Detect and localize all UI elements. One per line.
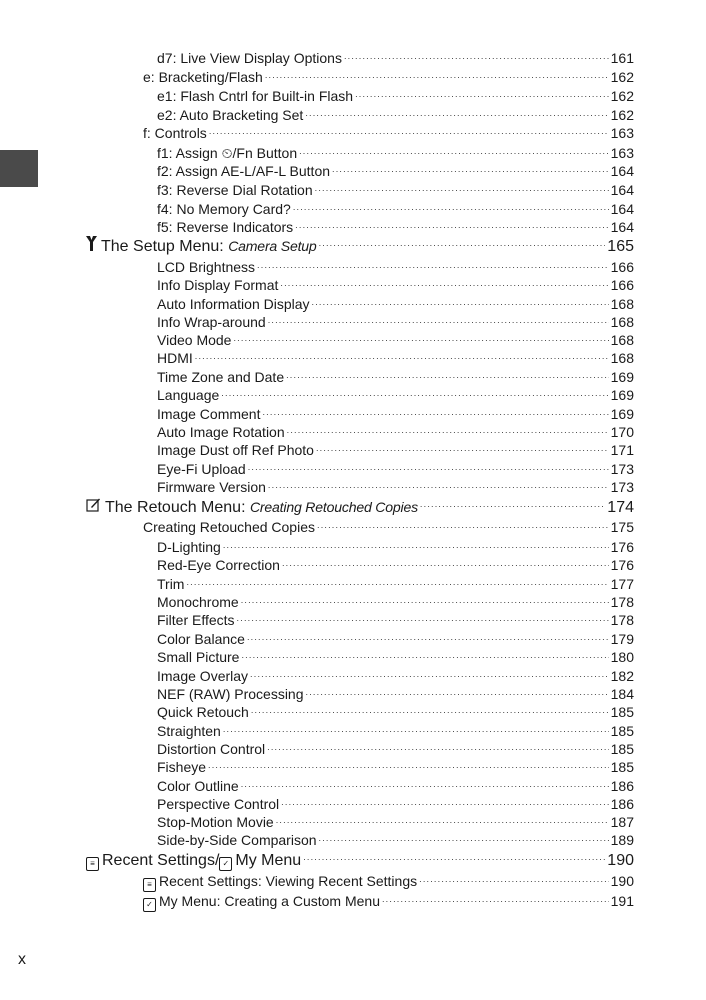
toc-entry-text: Red-Eye Correction bbox=[157, 557, 280, 573]
toc-entry-text: Trim bbox=[157, 576, 185, 592]
toc-entry[interactable] bbox=[157, 813, 634, 830]
toc-entry-text: Side-by-Side Comparison bbox=[157, 832, 317, 848]
toc-entry-text: Language bbox=[157, 387, 220, 403]
toc-entry-label bbox=[157, 182, 313, 198]
dot-leader bbox=[312, 295, 609, 309]
toc-entry-text: d7: Live View Display Options bbox=[157, 50, 342, 66]
toc-entry-text: f2: Assign AE-L/AF-L Button bbox=[157, 163, 331, 179]
toc-page-number: 164 bbox=[610, 163, 634, 179]
toc-entry[interactable] bbox=[157, 200, 634, 217]
toc-entry-label bbox=[157, 163, 330, 179]
toc-entry[interactable] bbox=[157, 405, 634, 422]
toc-entry-label bbox=[157, 219, 293, 235]
toc-entry-label bbox=[157, 576, 184, 592]
toc-entry[interactable] bbox=[157, 423, 634, 440]
toc-entry-label bbox=[86, 852, 301, 871]
toc-entry[interactable] bbox=[157, 575, 634, 592]
dot-leader bbox=[286, 368, 609, 382]
toc-entry[interactable] bbox=[157, 368, 634, 385]
toc-entry[interactable] bbox=[157, 758, 634, 775]
dot-leader bbox=[209, 124, 609, 138]
toc-entry-label bbox=[143, 519, 315, 535]
toc-entry-label bbox=[157, 686, 304, 702]
dot-leader bbox=[208, 758, 609, 772]
toc-entry-text: Monochrome bbox=[157, 594, 239, 610]
toc-entry[interactable] bbox=[157, 258, 634, 275]
dot-leader bbox=[299, 144, 609, 158]
toc-entry[interactable] bbox=[157, 777, 634, 794]
toc-page-number: 179 bbox=[610, 631, 634, 647]
dot-leader bbox=[268, 313, 609, 327]
toc-entry[interactable] bbox=[157, 218, 634, 235]
toc-page-number: 169 bbox=[610, 369, 634, 385]
dot-leader bbox=[319, 235, 606, 251]
dot-leader bbox=[295, 218, 608, 232]
toc-entry-label bbox=[157, 778, 239, 794]
toc-entry-text: NEF (RAW) Processing bbox=[157, 686, 304, 702]
dot-leader bbox=[241, 593, 609, 607]
toc-entry[interactable] bbox=[157, 295, 634, 312]
toc-chapter-entry[interactable] bbox=[86, 496, 634, 517]
toc-entry[interactable] bbox=[143, 124, 634, 141]
toc-page-number: 169 bbox=[610, 406, 634, 422]
toc-entry-text: f: Controls bbox=[143, 125, 207, 141]
toc-entry-label bbox=[157, 796, 279, 812]
dot-leader bbox=[281, 795, 608, 809]
toc-entry-label bbox=[157, 277, 278, 293]
section-tab bbox=[0, 150, 38, 187]
toc-page-number: 185 bbox=[610, 723, 634, 739]
dot-leader bbox=[265, 68, 609, 82]
toc-entry-text: LCD Brightness bbox=[157, 259, 256, 275]
toc-entry-label bbox=[157, 649, 239, 665]
toc-page-number: 189 bbox=[610, 832, 634, 848]
dot-leader bbox=[282, 556, 609, 570]
toc-page-number: 182 bbox=[610, 668, 634, 684]
toc-entry-text: My Menu: Creating a Custom Menu bbox=[159, 893, 380, 909]
toc-entry-text: Quick Retouch bbox=[157, 704, 249, 720]
toc-entry[interactable] bbox=[143, 892, 634, 912]
dot-leader bbox=[317, 518, 609, 532]
toc-entry-text: Filter Effects bbox=[157, 612, 235, 628]
toc-page-number: 170 bbox=[610, 424, 634, 440]
toc-entry-text: D-Lighting bbox=[157, 539, 221, 555]
toc-entry[interactable] bbox=[157, 478, 634, 495]
dot-leader bbox=[293, 200, 609, 214]
toc-page-number: 173 bbox=[610, 461, 634, 477]
toc-entry-text: My Menu bbox=[235, 852, 302, 869]
toc-page-number: 168 bbox=[610, 350, 634, 366]
dot-leader bbox=[223, 722, 609, 736]
toc-entry[interactable] bbox=[157, 630, 634, 647]
toc-page-number: 186 bbox=[610, 778, 634, 794]
toc-page-number: 180 bbox=[610, 649, 634, 665]
toc-page-number: 168 bbox=[610, 314, 634, 330]
toc-page-number: 173 bbox=[610, 479, 634, 495]
dot-leader bbox=[344, 49, 609, 63]
retouch-brush-icon bbox=[86, 497, 101, 515]
toc-entry-label bbox=[157, 759, 206, 775]
toc-entry-text: Color Balance bbox=[157, 631, 245, 647]
toc-page-number: 190 bbox=[607, 852, 634, 869]
toc-page-number: 175 bbox=[610, 519, 634, 535]
toc-entry-label bbox=[157, 814, 274, 830]
toc-entry-text: Recent Settings: Viewing Recent Settings bbox=[159, 873, 418, 889]
toc-page-number: 177 bbox=[610, 576, 634, 592]
toc-entry-label bbox=[157, 723, 221, 739]
toc-entry-label bbox=[157, 668, 248, 684]
toc-entry-text: Auto Image Rotation bbox=[157, 424, 285, 440]
page-number: x bbox=[18, 951, 26, 968]
toc-entry-label bbox=[157, 387, 219, 403]
toc-entry-text: e2: Auto Bracketing Set bbox=[157, 107, 304, 123]
toc-entry-label bbox=[157, 479, 266, 495]
toc-entry[interactable] bbox=[157, 685, 634, 702]
toc-entry-label bbox=[86, 497, 418, 517]
dot-leader bbox=[268, 478, 609, 492]
toc-entry[interactable] bbox=[157, 740, 634, 757]
toc-entry-label bbox=[143, 873, 417, 892]
toc-entry-label bbox=[86, 236, 317, 256]
toc-entry-label bbox=[157, 539, 221, 555]
dot-leader bbox=[355, 87, 609, 101]
toc-entry-text: f1: Assign ⏲/Fn Button bbox=[157, 145, 298, 161]
dot-leader bbox=[316, 441, 609, 455]
toc-entry-text: Image Overlay bbox=[157, 668, 249, 684]
toc-entry[interactable] bbox=[157, 648, 634, 665]
toc-entry-text: Color Outline bbox=[157, 778, 239, 794]
toc-entry-label bbox=[157, 201, 291, 217]
toc-entry-label bbox=[157, 704, 249, 720]
toc-entry-text: Creating Retouched Copies bbox=[143, 519, 315, 535]
toc-entry[interactable] bbox=[157, 144, 634, 162]
toc-entry[interactable] bbox=[157, 795, 634, 812]
toc-page-number: 164 bbox=[610, 182, 634, 198]
recent-settings-icon: ≡ bbox=[143, 878, 156, 892]
toc-page-number: 164 bbox=[610, 219, 634, 235]
dot-leader bbox=[250, 667, 609, 681]
toc-page-number: 187 bbox=[610, 814, 634, 830]
toc-entry-text: Eye-Fi Upload bbox=[157, 461, 246, 477]
toc-entry-text: Info Wrap-around bbox=[157, 314, 266, 330]
toc-entry-label bbox=[143, 125, 207, 141]
toc-page-number: 163 bbox=[610, 125, 634, 141]
toc-entry[interactable] bbox=[157, 831, 634, 848]
toc-entry-label bbox=[157, 741, 265, 757]
toc-entry-text: Firmware Version bbox=[157, 479, 266, 495]
toc-entry[interactable] bbox=[157, 162, 634, 179]
toc-entry-text: Perspective Control bbox=[157, 796, 280, 812]
my-menu-icon: ✓ bbox=[219, 857, 232, 871]
toc-entry[interactable] bbox=[143, 518, 634, 535]
toc-page-number: 185 bbox=[610, 759, 634, 775]
toc-entry-label bbox=[157, 612, 235, 628]
dot-leader bbox=[251, 703, 609, 717]
toc-entry-label bbox=[157, 314, 266, 330]
dot-leader bbox=[267, 740, 608, 754]
setup-wrench-icon bbox=[86, 236, 97, 254]
toc-entry-text: Recent Settings/ bbox=[102, 852, 220, 869]
toc-page-number: 162 bbox=[610, 69, 634, 85]
dot-leader bbox=[306, 685, 609, 699]
toc-entry-text: Image Dust off Ref Photo bbox=[157, 442, 314, 458]
dot-leader bbox=[382, 892, 609, 906]
toc-page-number: 165 bbox=[607, 238, 634, 255]
toc-entry-label bbox=[157, 332, 231, 348]
dot-leader bbox=[276, 813, 609, 827]
toc-page-number: 168 bbox=[610, 332, 634, 348]
dot-leader bbox=[420, 496, 605, 512]
toc-entry[interactable] bbox=[157, 106, 634, 123]
toc-entry-text: Image Comment bbox=[157, 406, 261, 422]
toc-page-number: 178 bbox=[610, 612, 634, 628]
dot-leader bbox=[315, 181, 609, 195]
toc-entry-text: Fisheye bbox=[157, 759, 207, 775]
toc-entry-label bbox=[157, 631, 245, 647]
toc-entry-label bbox=[157, 442, 314, 458]
dot-leader bbox=[332, 162, 609, 176]
toc-entry-text: Straighten bbox=[157, 723, 221, 739]
toc-entry-text: f4: No Memory Card? bbox=[157, 201, 291, 217]
dot-leader bbox=[241, 777, 609, 791]
toc-entry-label bbox=[157, 50, 342, 66]
recent-settings-icon: ≡ bbox=[86, 857, 99, 871]
toc-page-number: 169 bbox=[610, 387, 634, 403]
toc-entry[interactable] bbox=[157, 349, 634, 366]
toc-page-number: 162 bbox=[610, 107, 634, 123]
toc-entry[interactable] bbox=[157, 611, 634, 628]
dot-leader bbox=[223, 538, 609, 552]
toc-page-number: 176 bbox=[610, 557, 634, 573]
toc-entry-label bbox=[157, 259, 255, 275]
toc-entry-text: Small Picture bbox=[157, 649, 240, 665]
toc-entry-subtitle: Camera Setup bbox=[228, 238, 317, 254]
dot-leader bbox=[248, 460, 609, 474]
toc-entry-label bbox=[157, 594, 239, 610]
toc-entry-text: HDMI bbox=[157, 350, 193, 366]
toc-entry-text: The Setup Menu: bbox=[101, 238, 229, 255]
dot-leader bbox=[262, 405, 608, 419]
toc-entry-text: Info Display Format bbox=[157, 277, 279, 293]
toc-entry-text: e1: Flash Cntrl for Built-in Flash bbox=[157, 88, 354, 104]
toc-page-number: 186 bbox=[610, 796, 634, 812]
toc-entry-label bbox=[143, 893, 380, 912]
my-menu-icon: ✓ bbox=[143, 898, 156, 912]
toc-entry[interactable] bbox=[157, 441, 634, 458]
toc-entry-text: Video Mode bbox=[157, 332, 232, 348]
toc-entry-label bbox=[157, 424, 285, 440]
toc-entry[interactable] bbox=[143, 872, 634, 892]
dot-leader bbox=[241, 648, 608, 662]
toc-page-number: 174 bbox=[607, 499, 634, 516]
toc-page-number: 164 bbox=[610, 201, 634, 217]
dot-leader bbox=[233, 331, 608, 345]
toc-entry[interactable] bbox=[157, 556, 634, 573]
dot-leader bbox=[247, 630, 609, 644]
toc-page-number: 162 bbox=[610, 88, 634, 104]
toc-entry[interactable] bbox=[157, 386, 634, 403]
toc-entry[interactable] bbox=[157, 722, 634, 739]
toc-entry-label bbox=[157, 406, 260, 422]
toc-entry-label bbox=[143, 69, 263, 85]
toc-entry[interactable] bbox=[157, 331, 634, 348]
toc-page-number: 176 bbox=[610, 539, 634, 555]
toc-entry-label bbox=[157, 461, 246, 477]
dot-leader bbox=[237, 611, 609, 625]
toc-entry-text: Stop-Motion Movie bbox=[157, 814, 274, 830]
dot-leader bbox=[303, 849, 605, 865]
dot-leader bbox=[195, 349, 609, 363]
toc-entry-subtitle: Creating Retouched Copies bbox=[249, 499, 418, 515]
toc-entry-label bbox=[157, 350, 193, 366]
toc-entry-label bbox=[157, 557, 280, 573]
toc-entry-text: e: Bracketing/Flash bbox=[143, 69, 263, 85]
dot-leader bbox=[319, 831, 609, 845]
toc-entry[interactable] bbox=[157, 538, 634, 555]
dot-leader bbox=[305, 106, 608, 120]
dot-leader bbox=[186, 575, 608, 589]
toc-page-number: 185 bbox=[610, 704, 634, 720]
dot-leader bbox=[221, 386, 608, 400]
toc-entry[interactable] bbox=[143, 68, 634, 85]
toc-entry-text: Auto Information Display bbox=[157, 296, 310, 312]
toc-page-number: 163 bbox=[610, 145, 634, 161]
toc-entry[interactable] bbox=[157, 667, 634, 684]
dot-leader bbox=[280, 276, 608, 290]
toc-entry[interactable] bbox=[157, 87, 634, 104]
toc-entry[interactable] bbox=[157, 49, 634, 66]
toc-page-number: 191 bbox=[610, 893, 634, 909]
toc-entry-label bbox=[157, 145, 297, 162]
toc-entry[interactable] bbox=[157, 313, 634, 330]
toc-page-number: 178 bbox=[610, 594, 634, 610]
toc-page-number: 161 bbox=[610, 50, 634, 66]
toc-entry-label bbox=[157, 369, 284, 385]
toc-entry-text: f5: Reverse Indicators bbox=[157, 219, 294, 235]
toc-entry-text: The Retouch Menu: bbox=[105, 499, 250, 516]
toc-entry[interactable] bbox=[157, 460, 634, 477]
toc-page-number: 184 bbox=[610, 686, 634, 702]
toc-entry[interactable] bbox=[157, 703, 634, 720]
toc-entry[interactable] bbox=[157, 181, 634, 198]
dot-leader bbox=[257, 258, 609, 272]
dot-leader bbox=[419, 872, 609, 886]
toc-entry[interactable] bbox=[157, 593, 634, 610]
toc-page-number: 166 bbox=[610, 259, 634, 275]
toc-entry-label bbox=[157, 107, 303, 123]
toc-entry-text: Time Zone and Date bbox=[157, 369, 285, 385]
toc-page-number: 168 bbox=[610, 296, 634, 312]
toc-chapter-entry[interactable] bbox=[86, 849, 634, 871]
toc-entry-text: Distortion Control bbox=[157, 741, 266, 757]
toc-entry-label bbox=[157, 296, 310, 312]
toc-page-number: 190 bbox=[610, 873, 634, 889]
toc-entry-label bbox=[157, 88, 353, 104]
toc-page-number: 171 bbox=[610, 442, 634, 458]
toc-chapter-entry[interactable] bbox=[86, 235, 634, 256]
dot-leader bbox=[287, 423, 609, 437]
toc-page-number: 185 bbox=[610, 741, 634, 757]
toc-entry[interactable] bbox=[157, 276, 634, 293]
toc-entry-label bbox=[157, 832, 317, 848]
toc-entry-text: f3: Reverse Dial Rotation bbox=[157, 182, 313, 198]
toc-page-number: 166 bbox=[610, 277, 634, 293]
